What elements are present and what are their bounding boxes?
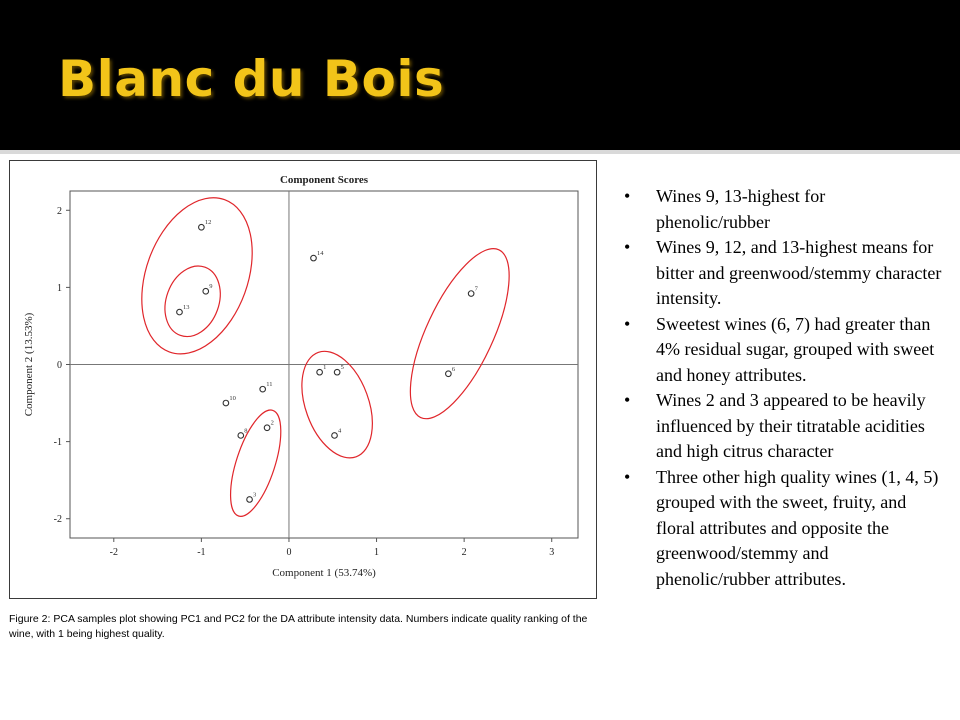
- point-label: 4: [338, 427, 342, 435]
- y-tick-label: -2: [53, 514, 62, 526]
- x-tick-label: -2: [109, 547, 118, 558]
- data-point: [177, 309, 183, 315]
- bullet-item: • Wines 2 and 3 appeared to be heavily influenced by their titratable acidities and high citrus character: [622, 388, 942, 465]
- data-point: [260, 386, 266, 392]
- bullet-item: • Sweetest wines (6, 7) had greater than 4% residual sugar, grouped with sweet and honey attributes.: [622, 312, 942, 389]
- point-label: 12: [204, 219, 212, 227]
- data-point: [317, 369, 323, 375]
- title-divider: [0, 150, 960, 154]
- bullet-list: [622, 184, 942, 592]
- group-ellipse: [390, 236, 529, 432]
- figure-caption: Figure 2: PCA samples plot showing PC1 and PC2 for the DA attribute intensity data. Numbers indicate quality ranking of the wine, with 1 being highest quality.: [9, 613, 588, 640]
- y-tick-label: 2: [57, 205, 62, 217]
- x-axis-label: Component 1 (53.74%): [272, 567, 376, 579]
- slide-title: Blanc du Bois: [58, 50, 445, 108]
- point-label: 1: [323, 364, 327, 372]
- x-tick-label: 3: [549, 547, 555, 558]
- bullet-item: • Wines 9, 12, and 13-highest means for bitter and greenwood/stemmy character intensity.: [622, 235, 942, 312]
- group-ellipse: [289, 342, 386, 468]
- point-label: 13: [182, 304, 190, 312]
- y-tick-label: -1: [53, 437, 62, 449]
- data-point: [332, 433, 338, 439]
- data-point: [334, 369, 340, 375]
- point-label: 11: [266, 381, 273, 389]
- point-label: 9: [209, 283, 213, 291]
- bullet-item: • Three other high quality wines (1, 4, 5) grouped with the sweet, fruity, and floral attributes and opposite the greenwood/stemmy and phenolic/rubber attributes.: [622, 465, 942, 593]
- pca-scatter-plot: [10, 161, 596, 598]
- point-label: 7: [474, 285, 478, 293]
- x-tick-label: 0: [286, 547, 292, 558]
- x-tick-label: 1: [374, 547, 380, 558]
- data-point: [264, 425, 270, 431]
- group-ellipse: [220, 404, 291, 522]
- data-point: [247, 497, 253, 503]
- point-label: 8: [244, 427, 248, 435]
- point-label: 2: [270, 419, 274, 427]
- data-point: [446, 371, 452, 377]
- x-tick-label: 2: [461, 547, 467, 558]
- y-tick-label: 0: [57, 360, 62, 371]
- point-label: 14: [316, 250, 324, 258]
- point-label: 5: [340, 364, 344, 372]
- data-point: [199, 224, 205, 230]
- y-tick-label: 1: [57, 282, 62, 294]
- bullet-item: • Wines 9, 13-highest for phenolic/rubber: [622, 184, 942, 235]
- title-bar: [0, 0, 960, 150]
- data-point: [311, 255, 317, 261]
- pca-figure: [9, 160, 597, 599]
- point-label: 6: [451, 365, 456, 373]
- point-label: 3: [253, 491, 257, 499]
- data-point: [203, 288, 209, 294]
- x-tick-label: -1: [197, 547, 206, 558]
- group-ellipse: [122, 182, 273, 369]
- data-point: [238, 433, 244, 439]
- data-point: [223, 400, 229, 406]
- group-ellipse: [156, 258, 230, 344]
- y-axis-label: Component 2 (13.53%): [23, 312, 35, 417]
- point-label: 10: [229, 395, 236, 403]
- chart-title: Component Scores: [279, 174, 369, 186]
- data-point: [468, 291, 474, 297]
